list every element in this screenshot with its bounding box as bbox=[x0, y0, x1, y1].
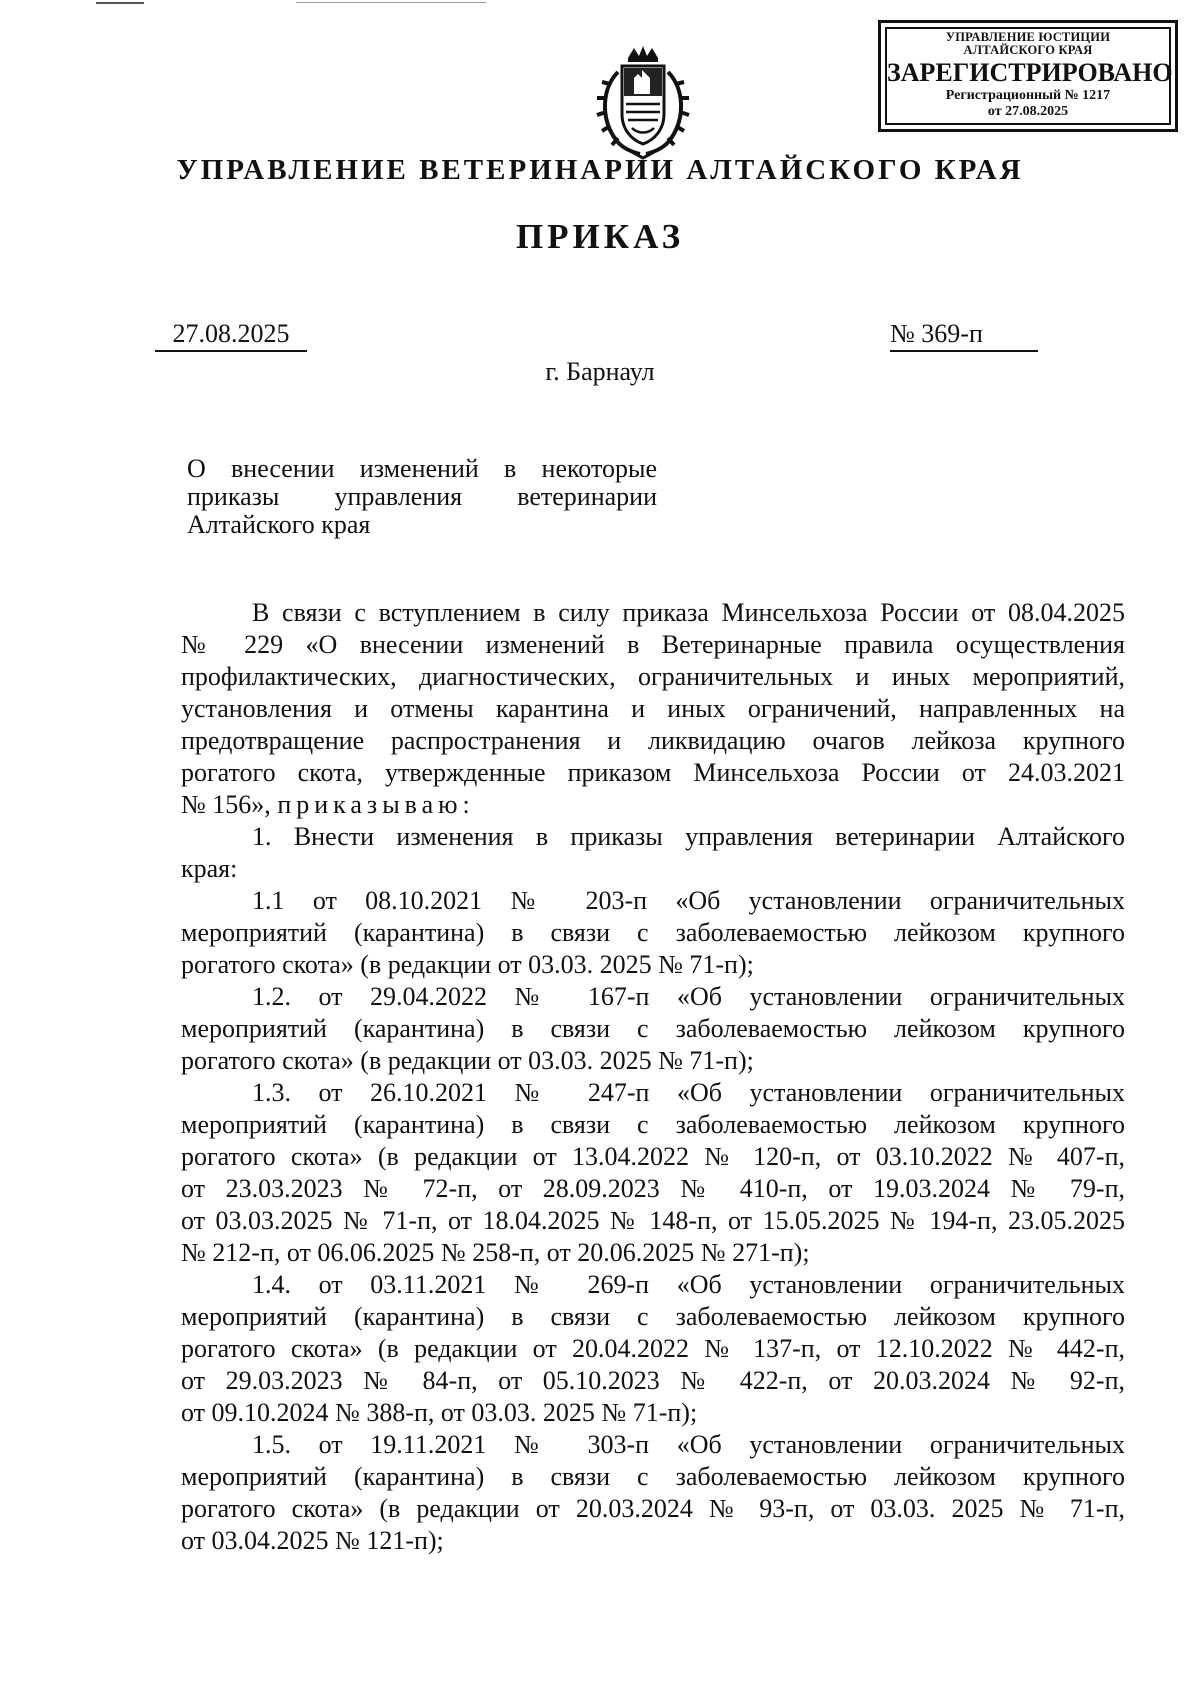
body-line: рогатого скота» (в редакции от 20.03.2024 № 93-п, от 03.03. 2025 № 71-п, bbox=[181, 1494, 1125, 1523]
document-type: ПРИКАЗ bbox=[515, 217, 685, 256]
body-line: от 09.10.2024 № 388-п, от 03.03. 2025 № 71-п); bbox=[181, 1398, 698, 1427]
body-line: от 03.04.2025 № 121-п); bbox=[181, 1526, 444, 1555]
body-line: мероприятий (карантина) в связи с заболеваемостью лейкозом крупного bbox=[181, 1462, 1125, 1491]
item-1-2 bbox=[181, 981, 1125, 1077]
scan-artifact-line bbox=[96, 2, 144, 4]
altai-krai-coat-of-arms-icon bbox=[588, 44, 698, 160]
order-word: приказываю: bbox=[277, 790, 475, 819]
body-line: 1.5. от 19.11.2021 № 303-п «Об установлении ограничительных bbox=[252, 1430, 1125, 1459]
body-line: № 212-п, от 06.06.2025 № 258-п, от 20.06.2025 № 271-п); bbox=[181, 1238, 810, 1267]
body-line: № 229 «О внесении изменений в Ветеринарные правила осуществления bbox=[181, 630, 1125, 659]
subject-line: приказы управления ветеринарии bbox=[187, 482, 657, 511]
document-body bbox=[181, 597, 1125, 1557]
body-line: 1.3. от 26.10.2021 № 247-п «Об установлении ограничительных bbox=[252, 1078, 1125, 1107]
body-line: 1.2. от 29.04.2022 № 167-п «Об установлении ограничительных bbox=[252, 982, 1125, 1011]
body-line: 1.4. от 03.11.2021 № 269-п «Об установлении ограничительных bbox=[252, 1270, 1125, 1299]
stamp-reg-date: от 27.08.2025 bbox=[987, 104, 1069, 119]
body-line: рогатого скота» (в редакции от 13.04.2022 № 120-п, от 03.10.2022 № 407-п, bbox=[181, 1142, 1125, 1171]
body-line: предотвращение распространения и ликвидацию очагов лейкоза крупного bbox=[181, 726, 1125, 755]
body-line: 1.1 от 08.10.2021 № 203-п «Об установлении ограничительных bbox=[252, 886, 1125, 915]
item-1-5 bbox=[181, 1429, 1125, 1557]
stamp-status: ЗАРЕГИСТРИРОВАНО bbox=[887, 58, 1173, 87]
registration-stamp bbox=[878, 20, 1178, 132]
document-city: г. Барнаул bbox=[545, 357, 655, 386]
body-line: мероприятий (карантина) в связи с заболеваемостью лейкозом крупного bbox=[181, 1014, 1125, 1043]
organization-title: УПРАВЛЕНИЕ ВЕТЕРИНАРИИ АЛТАЙСКОГО КРАЯ bbox=[176, 154, 1024, 186]
document-date: 27.08.2025 bbox=[155, 318, 307, 352]
body-line: мероприятий (карантина) в связи с заболеваемостью лейкозом крупного bbox=[181, 1110, 1125, 1139]
item-1-1 bbox=[181, 885, 1125, 981]
body-line: края: bbox=[181, 854, 238, 883]
subject-line: Алтайского края bbox=[187, 510, 371, 539]
stamp-frame bbox=[885, 27, 1171, 125]
body-line: В связи с вступлением в силу приказа Минсельхоза России от 08.04.2025 bbox=[252, 598, 1125, 627]
scan-artifact-line bbox=[296, 2, 486, 3]
item-1-3 bbox=[181, 1077, 1125, 1269]
body-line: рогатого скота» (в редакции от 03.03. 2025 № 71-п); bbox=[181, 950, 754, 979]
body-line: рогатого скота, утвержденные приказом Минсельхоза России от 24.03.2021 bbox=[181, 758, 1125, 787]
body-line bbox=[181, 789, 1125, 821]
body-line: мероприятий (карантина) в связи с заболеваемостью лейкозом крупного bbox=[181, 918, 1125, 947]
body-line: от 29.03.2023 № 84-п, от 05.10.2023 № 422-п, от 20.03.2024 № 92-п, bbox=[181, 1366, 1125, 1395]
body-line: рогатого скота» (в редакции от 03.03. 2025 № 71-п); bbox=[181, 1046, 754, 1075]
stamp-reg-number: Регистрационный № 1217 bbox=[945, 88, 1111, 103]
preamble-tail: № 156», bbox=[181, 790, 271, 819]
subject-line: О внесении изменений в некоторые bbox=[187, 454, 657, 483]
body-line: рогатого скота» (в редакции от 20.04.2022 № 137-п, от 12.10.2022 № 442-п, bbox=[181, 1334, 1125, 1363]
item-1-4 bbox=[181, 1269, 1125, 1429]
body-line: установления и отмены карантина и иных ограничений, направленных на bbox=[181, 694, 1125, 723]
stamp-org-line: АЛТАЙСКОГО КРАЯ bbox=[963, 43, 1093, 57]
stamp-org-line: УПРАВЛЕНИЕ ЮСТИЦИИ bbox=[945, 30, 1111, 44]
body-line: профилактических, диагностических, ограничительных и иных мероприятий, bbox=[181, 662, 1125, 691]
document-number: № 369-п bbox=[890, 318, 1038, 352]
body-line: 1. Внести изменения в приказы управления ветеринарии Алтайского bbox=[252, 822, 1125, 851]
document-subject bbox=[187, 455, 657, 539]
body-line: от 23.03.2023 № 72-п, от 28.09.2023 № 410-п, от 19.03.2024 № 79-п, bbox=[181, 1174, 1125, 1203]
body-line: мероприятий (карантина) в связи с заболеваемостью лейкозом крупного bbox=[181, 1302, 1125, 1331]
preamble-paragraph bbox=[181, 597, 1125, 821]
body-line: от 03.03.2025 № 71-п, от 18.04.2025 № 148-п, от 15.05.2025 № 194-п, 23.05.2025 bbox=[181, 1206, 1125, 1235]
item-1 bbox=[181, 821, 1125, 885]
